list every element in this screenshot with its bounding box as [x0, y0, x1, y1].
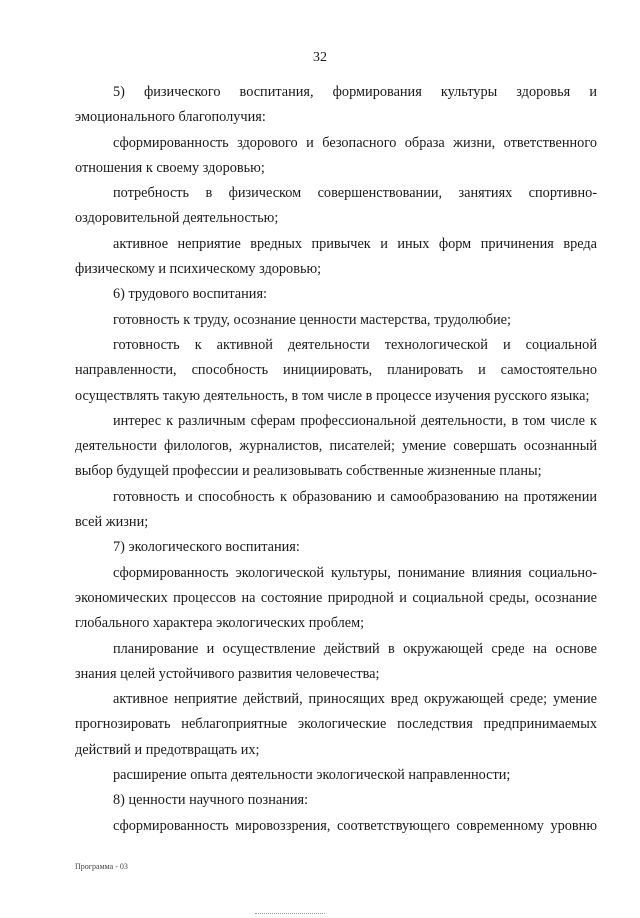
- paragraph-bad-habits: активное неприятие вредных привычек и иных форм причинения вреда физическому и психическому здоровью;: [75, 235, 597, 278]
- paragraph-environmental-harm: активное неприятие действий, приносящих вред окружающей среде; умение прогнозировать неблагоприятные экологические последствия предпринимаемых действий и предотвращать их;: [75, 691, 597, 758]
- paragraph-technological-activity: готовность к активной деятельности технологической и социальной направленности, способность инициировать, планировать и самостоятельно осуществлять такую деятельность, в том числе в процессе изучения русского языка;: [75, 336, 597, 404]
- paragraph-worldview: сформированность мировоззрения, соответствующего современному уровню: [113, 817, 597, 834]
- body-text: [75, 80, 597, 839]
- page-footer: Программа - 03: [75, 862, 128, 871]
- paragraph-readiness-for-work: готовность к труду, осознание ценности мастерства, трудолюбие;: [113, 311, 512, 328]
- paragraph-ecological-education: 7) экологического воспитания:: [113, 539, 300, 556]
- paragraph-labor-education: 6) трудового воспитания:: [113, 286, 267, 303]
- page-number: 32: [313, 50, 327, 65]
- paragraph-lifelong-learning: готовность и способность к образованию и самообразованию на протяжении всей жизни;: [75, 488, 597, 531]
- paragraph-scientific-knowledge: 8) ценности научного познания:: [113, 792, 309, 809]
- paragraph-sustainable-development: планирование и осуществление действий в окружающей среде на основе знания целей устойчивого развития человечества;: [75, 640, 597, 682]
- paragraph-physical-education: 5) физического воспитания, формирования культуры здоровья и эмоционального благополучия:: [75, 84, 597, 126]
- paragraph-physical-improvement: потребность в физическом совершенствовании, занятиях спортивно-оздоровительной деятельностью;: [75, 185, 597, 227]
- paragraph-professional-interest: интерес к различным сферам профессиональной деятельности, в том числе к деятельности филологов, журналистов, писателей; умение совершать осознанный выбор будущей профессии и реализовывать собственные жизненные планы;: [75, 412, 597, 480]
- paragraph-healthy-lifestyle: сформированность здорового и безопасного образа жизни, ответственного отношения к своему здоровью;: [75, 134, 597, 176]
- paragraph-ecological-culture: сформированность экологической культуры, понимание влияния социально-экономических процессов на состояние природной и социальной среды, осознание глобального характера экологических проблем;: [75, 564, 597, 632]
- scan-artifact: [255, 913, 325, 915]
- paragraph-ecological-experience: расширение опыта деятельности экологической направленности;: [113, 767, 511, 784]
